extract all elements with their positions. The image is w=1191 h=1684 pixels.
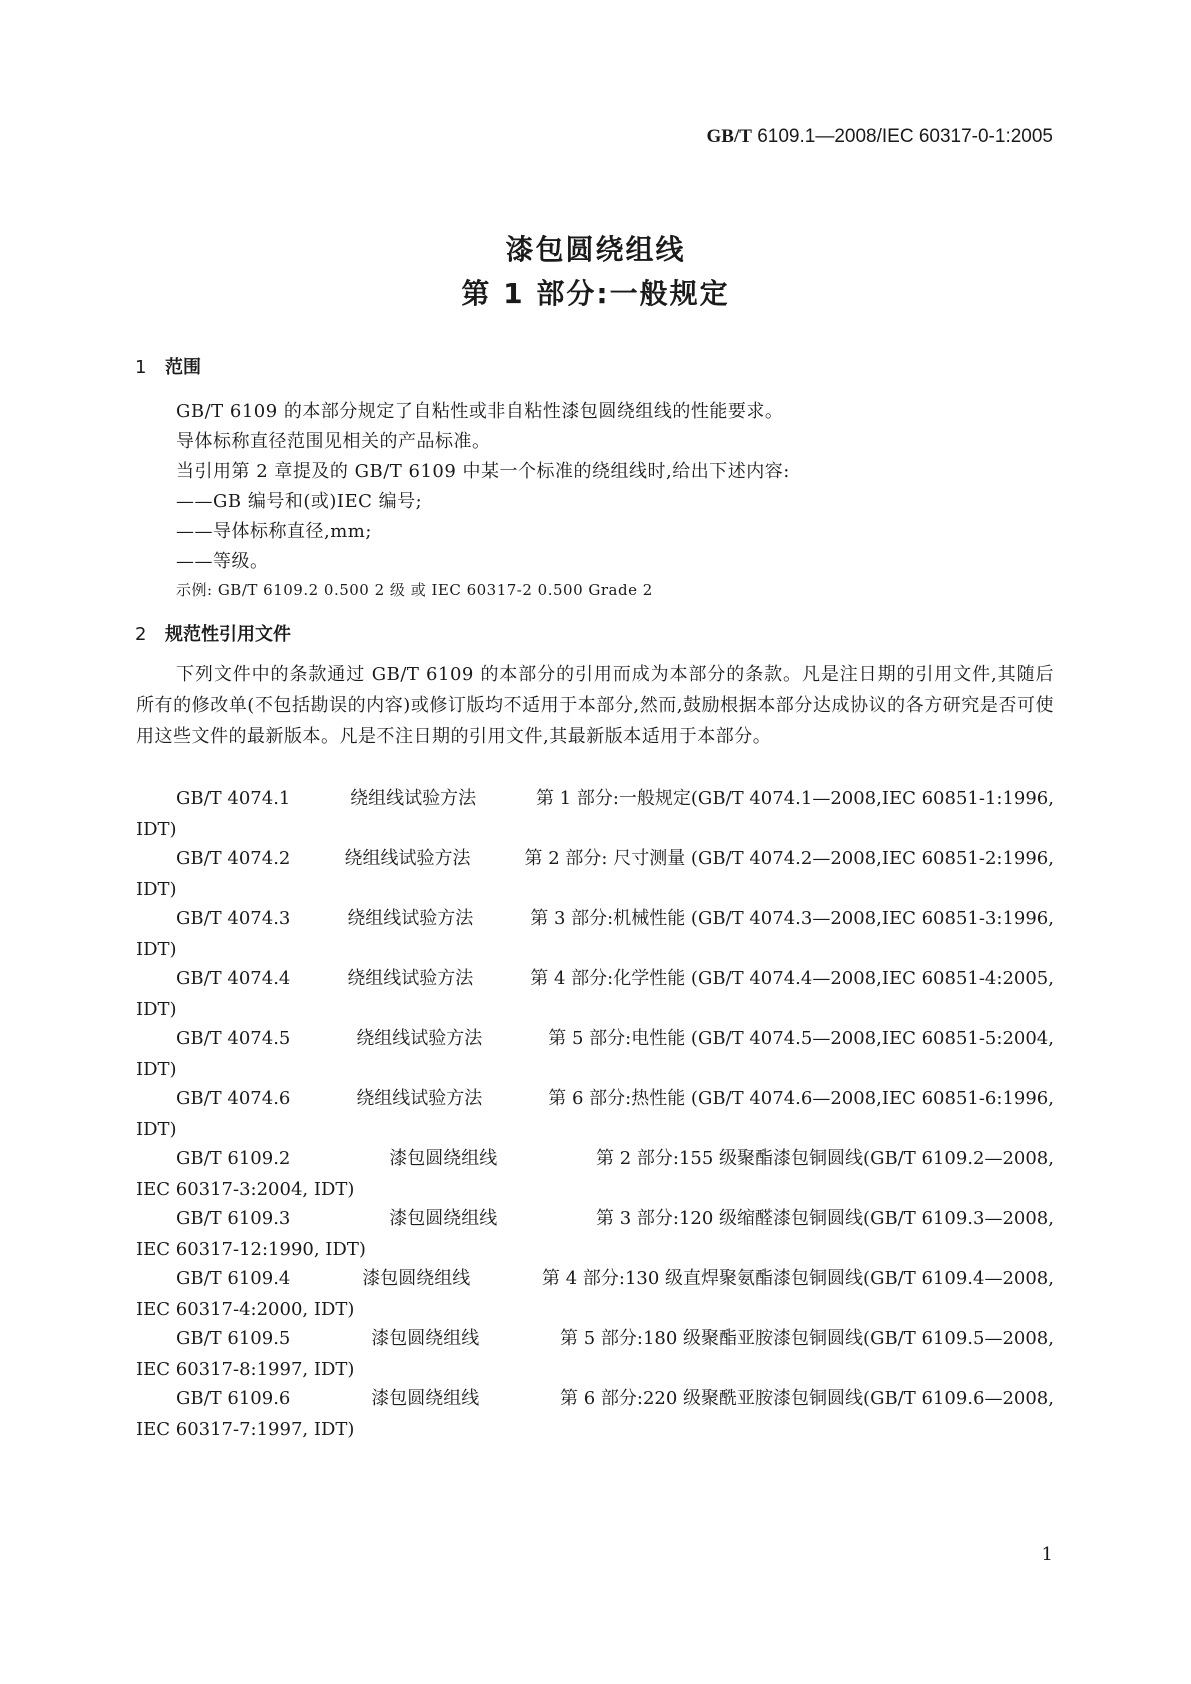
reference-series: 绕组线试验方法 [350,788,477,809]
reference-line-1 [136,1143,1054,1174]
document-subtitle: 第 1 部分:一般规定 [461,277,730,310]
reference-code: GB/T 4074.5 [176,1028,291,1049]
section-2-heading [135,620,291,646]
reference-part: 第 5 部分:180 级聚酯亚胺漆包铜圆线(GB/T 6109.5—2008, [560,1328,1054,1349]
reference-code: GB/T 4074.2 [176,848,291,869]
scope-list-item: ——GB 编号和(或)IEC 编号; [176,491,423,512]
reference-part: 第 1 部分:一般规定(GB/T 4074.1—2008,IEC 60851-1:1996, [535,788,1054,809]
reference-code: GB/T 6109.6 [176,1388,291,1409]
reference-part: 第 6 部分:热性能 (GB/T 4074.6—2008,IEC 60851-6:1996, [548,1088,1054,1109]
reference-entry [136,1023,1054,1085]
section-1-heading [135,353,201,379]
reference-line-2: IEC 60317-12:1990, IDT) [136,1239,366,1260]
reference-line-2: IDT) [136,1119,177,1140]
section-2-intro: 下列文件中的条款通过 GB/T 6109 的本部分的引用而成为本部分的条款。凡是注日期的引用文件,其随后所有的修改单(不包括勘误的内容)或修订版均不适用于本部分,然而,鼓励根据本部分达成协议的各方研究是否可使用这些文件的最新版本。凡是不注日期的引用文件,其最新版本适用于本部分。 [136,664,1054,747]
reference-line-1 [136,963,1054,994]
reference-entry [136,1383,1054,1445]
reference-code: GB/T 4074.6 [176,1088,291,1109]
reference-series: 绕组线试验方法 [347,968,474,989]
reference-part: 第 2 部分:155 级聚酯漆包铜圆线(GB/T 6109.2—2008, [596,1148,1054,1169]
document-title: 漆包圆绕组线 [505,233,686,266]
reference-entry [136,903,1054,965]
standard-code [707,126,1053,148]
reference-line-2: IEC 60317-3:2004, IDT) [136,1179,355,1200]
reference-part: 第 2 部分: 尺寸测量 (GB/T 4074.2—2008,IEC 60851-2:1996, [524,848,1054,869]
reference-line-1 [136,1203,1054,1234]
reference-entry [136,783,1054,845]
section-1-title: 范围 [165,357,201,378]
reference-line-2: IEC 60317-7:1997, IDT) [136,1419,355,1440]
reference-code: GB/T 4074.4 [176,968,291,989]
section-2-title: 规范性引用文件 [165,624,291,645]
section-2-number: 2 [135,624,147,645]
reference-line-2: IDT) [136,939,177,960]
reference-series: 漆包圆绕组线 [389,1148,498,1169]
scope-line: 导体标称直径范围见相关的产品标准。 [176,431,491,452]
reference-part: 第 4 部分:130 级直焊聚氨酯漆包铜圆线(GB/T 6109.4—2008, [542,1268,1054,1289]
standard-code-rest: 6109.1—2008/IEC 60317-0-1:2005 [751,126,1053,147]
reference-line-2: IEC 60317-4:2000, IDT) [136,1299,355,1320]
reference-entry [136,1263,1054,1325]
reference-series: 漆包圆绕组线 [362,1268,471,1289]
reference-code: GB/T 6109.4 [176,1268,291,1289]
scope-example: 示例: GB/T 6109.2 0.500 2 级 或 IEC 60317-2 0.500 Grade 2 [176,581,653,599]
reference-line-1 [136,1023,1054,1054]
reference-line-2: IDT) [136,1059,177,1080]
reference-series: 绕组线试验方法 [356,1088,483,1109]
reference-line-1 [136,903,1054,934]
scope-list-item: ——导体标称直径,mm; [176,521,372,542]
reference-series: 绕组线试验方法 [347,908,474,929]
standard-code-prefix: GB/T [706,126,752,147]
page-number: 1 [1041,1544,1053,1565]
reference-series: 漆包圆绕组线 [371,1328,480,1349]
reference-line-2: IDT) [136,879,177,900]
reference-line-2: IDT) [136,999,177,1020]
reference-line-1 [136,1083,1054,1114]
reference-part: 第 5 部分:电性能 (GB/T 4074.5—2008,IEC 60851-5:2004, [548,1028,1054,1049]
reference-line-1 [136,843,1054,874]
reference-series: 漆包圆绕组线 [389,1208,498,1229]
reference-code: GB/T 6109.5 [176,1328,291,1349]
reference-series: 绕组线试验方法 [356,1028,483,1049]
reference-code: GB/T 6109.3 [176,1208,291,1229]
reference-entry [136,843,1054,905]
reference-part: 第 6 部分:220 级聚酰亚胺漆包铜圆线(GB/T 6109.6—2008, [560,1388,1054,1409]
section-1-number: 1 [135,357,147,378]
reference-code: GB/T 4074.1 [176,788,291,809]
reference-entry [136,1083,1054,1145]
reference-entry [136,1143,1054,1205]
reference-line-1 [136,783,1054,814]
reference-line-2: IDT) [136,819,177,840]
reference-entry [136,1203,1054,1265]
reference-code: GB/T 6109.2 [176,1148,291,1169]
reference-part: 第 3 部分:120 级缩醛漆包铜圆线(GB/T 6109.3—2008, [596,1208,1054,1229]
reference-series: 漆包圆绕组线 [371,1388,480,1409]
reference-line-1 [136,1263,1054,1294]
reference-entry [136,1323,1054,1385]
reference-series: 绕组线试验方法 [344,848,471,869]
reference-part: 第 4 部分:化学性能 (GB/T 4074.4—2008,IEC 60851-4:2005, [530,968,1054,989]
scope-line: GB/T 6109 的本部分规定了自粘性或非自粘性漆包圆绕组线的性能要求。 [176,401,784,422]
scope-list-item: ——等级。 [176,551,269,572]
scope-line: 当引用第 2 章提及的 GB/T 6109 中某一个标准的绕组线时,给出下述内容: [176,461,790,482]
reference-code: GB/T 4074.3 [176,908,291,929]
reference-part: 第 3 部分:机械性能 (GB/T 4074.3—2008,IEC 60851-3:1996, [530,908,1054,929]
reference-line-2: IEC 60317-8:1997, IDT) [136,1359,355,1380]
reference-entry [136,963,1054,1025]
reference-line-1 [136,1383,1054,1414]
reference-line-1 [136,1323,1054,1354]
